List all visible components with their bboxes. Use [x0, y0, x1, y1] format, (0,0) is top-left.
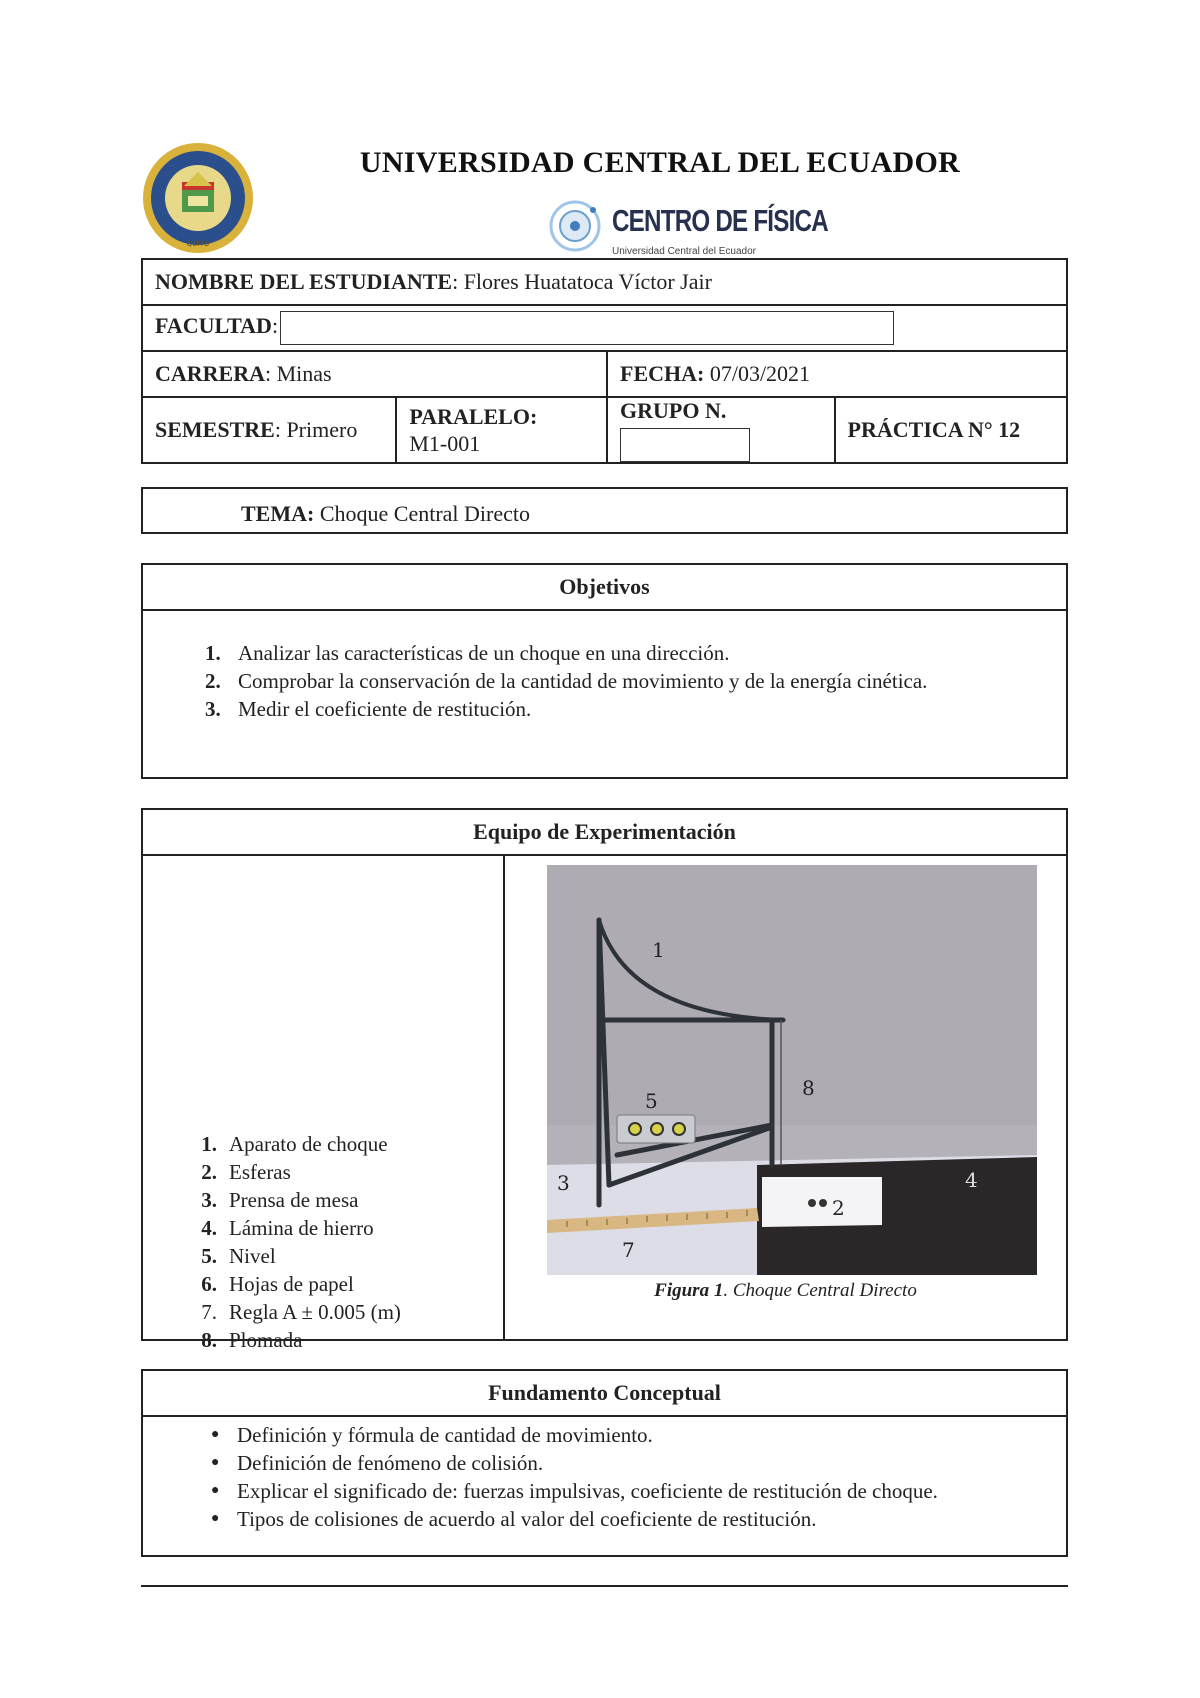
- parallel-label: PARALELO:: [409, 404, 538, 429]
- list-item: [143, 1421, 1066, 1449]
- item-number: 2.: [201, 1160, 217, 1184]
- item-text: Definición de fenómeno de colisión.: [237, 1451, 544, 1475]
- caption-figure-number: Figura 1: [654, 1280, 724, 1301]
- bullet-icon: ●: [211, 1455, 220, 1470]
- photo-label: 4: [965, 1168, 978, 1192]
- tema-box: [141, 487, 1068, 534]
- equipment-box: [141, 808, 1068, 1352]
- group-label: GRUPO N.: [620, 398, 727, 423]
- university-title: UNIVERSIDAD CENTRAL DEL ECUADOR: [359, 146, 961, 179]
- bullet-icon: ●: [211, 1427, 220, 1442]
- parallel-value: M1-001: [409, 431, 481, 456]
- item-number: 4.: [201, 1216, 217, 1240]
- career-cell: [142, 351, 607, 397]
- item-number: 1.: [201, 1132, 217, 1156]
- photo-label: 7: [622, 1238, 635, 1262]
- list-item: [143, 1449, 1066, 1477]
- tema-label: TEMA:: [241, 501, 315, 526]
- career-label: CARRERA: [155, 361, 265, 386]
- centro-fisica-subtitle: Universidad Central del Ecuador: [612, 246, 756, 257]
- photo-label: 5: [645, 1089, 658, 1113]
- centro-fisica-name: CENTRO DE FÍSICA: [612, 203, 828, 238]
- column-divider: [503, 856, 505, 1339]
- faculty-field[interactable]: [280, 311, 894, 345]
- list-item: [173, 1326, 401, 1354]
- group-field[interactable]: [620, 428, 750, 462]
- item-number: 7.: [201, 1300, 217, 1324]
- item-number: 3.: [205, 697, 221, 721]
- practice-label: PRÁCTICA N° 12: [847, 417, 1021, 442]
- student-name-row: [142, 259, 1067, 305]
- item-text: Definición y fórmula de cantidad de movimiento.: [237, 1423, 653, 1447]
- list-item: [173, 1270, 401, 1298]
- collision-apparatus-photo: [547, 865, 1037, 1275]
- equipment-title: Equipo de Experimentación: [143, 810, 1066, 856]
- faculty-row: [142, 305, 1067, 351]
- item-number: 2.: [205, 669, 221, 693]
- equipment-list: [173, 1130, 401, 1354]
- item-text: Regla A ± 0.005 (m): [229, 1300, 401, 1324]
- list-item: [173, 1298, 401, 1326]
- item-text: Aparato de choque: [229, 1132, 388, 1156]
- semester-cell: [142, 397, 396, 463]
- item-text: Nivel: [229, 1244, 276, 1268]
- item-text: Medir el coeficiente de restitución.: [238, 697, 532, 721]
- bullet-icon: ●: [211, 1483, 220, 1498]
- list-item: [143, 667, 1066, 695]
- student-name-value: : Flores Huatatoca Víctor Jair: [452, 269, 712, 294]
- semester-label: SEMESTRE: [155, 417, 275, 442]
- item-text: Analizar las características de un choque en una dirección.: [238, 641, 730, 665]
- objectives-box: [141, 563, 1068, 779]
- faculty-label: FACULTAD: [155, 313, 272, 339]
- list-item: [143, 1477, 1066, 1505]
- item-text: Hojas de papel: [229, 1272, 354, 1296]
- list-item: [173, 1214, 401, 1242]
- objectives-title: Objetivos: [143, 565, 1066, 611]
- tema-value: Choque Central Directo: [319, 501, 530, 526]
- photo-label: 3: [557, 1171, 570, 1195]
- caption-text: . Choque Central Directo: [723, 1280, 917, 1301]
- group-cell: [607, 397, 835, 463]
- parallel-cell: [396, 397, 607, 463]
- item-text: Plomada: [229, 1328, 303, 1352]
- student-name-label: NOMBRE DEL ESTUDIANTE: [155, 269, 453, 294]
- seal-city: QUITO: [186, 240, 210, 248]
- bottom-divider: [141, 1585, 1068, 1587]
- item-text: Explicar el significado de: fuerzas impulsivas, coeficiente de restitución de choque.: [237, 1479, 938, 1503]
- item-number: 5.: [201, 1244, 217, 1268]
- item-number: 1.: [205, 641, 221, 665]
- semester-value: : Primero: [274, 417, 358, 442]
- date-label: FECHA:: [620, 361, 705, 386]
- item-text: Lámina de hierro: [229, 1216, 374, 1240]
- objectives-list: [143, 611, 1066, 723]
- item-number: 8.: [201, 1328, 217, 1352]
- item-text: Prensa de mesa: [229, 1188, 359, 1212]
- item-text: Comprobar la conservación de la cantidad de movimiento y de la energía cinética.: [238, 669, 928, 693]
- photo-label: 2: [832, 1196, 845, 1220]
- photo-label: 1: [652, 938, 665, 962]
- practice-cell: [835, 397, 1067, 463]
- fundamentals-list: [143, 1417, 1066, 1533]
- fundamentals-title: Fundamento Conceptual: [143, 1371, 1066, 1417]
- figure-caption: [503, 1280, 1068, 1302]
- photo-label: 8: [802, 1076, 815, 1100]
- list-item: [143, 1505, 1066, 1533]
- list-item: [173, 1242, 401, 1270]
- list-item: [173, 1158, 401, 1186]
- date-cell: [607, 351, 1067, 397]
- list-item: [143, 639, 1066, 667]
- item-text: Tipos de colisiones de acuerdo al valor del coeficiente de restitución.: [237, 1507, 817, 1531]
- list-item: [173, 1130, 401, 1158]
- date-value: 07/03/2021: [709, 361, 811, 386]
- item-number: 6.: [201, 1272, 217, 1296]
- student-info-table: [141, 258, 1068, 464]
- university-seal: [142, 142, 254, 254]
- bullet-icon: ●: [211, 1511, 220, 1526]
- item-number: 3.: [201, 1188, 217, 1212]
- list-item: [173, 1186, 401, 1214]
- list-item: [143, 695, 1066, 723]
- faculty-separator: :: [271, 313, 279, 339]
- career-value: : Minas: [265, 361, 332, 386]
- item-text: Esferas: [229, 1160, 291, 1184]
- fundamentals-box: [141, 1369, 1068, 1557]
